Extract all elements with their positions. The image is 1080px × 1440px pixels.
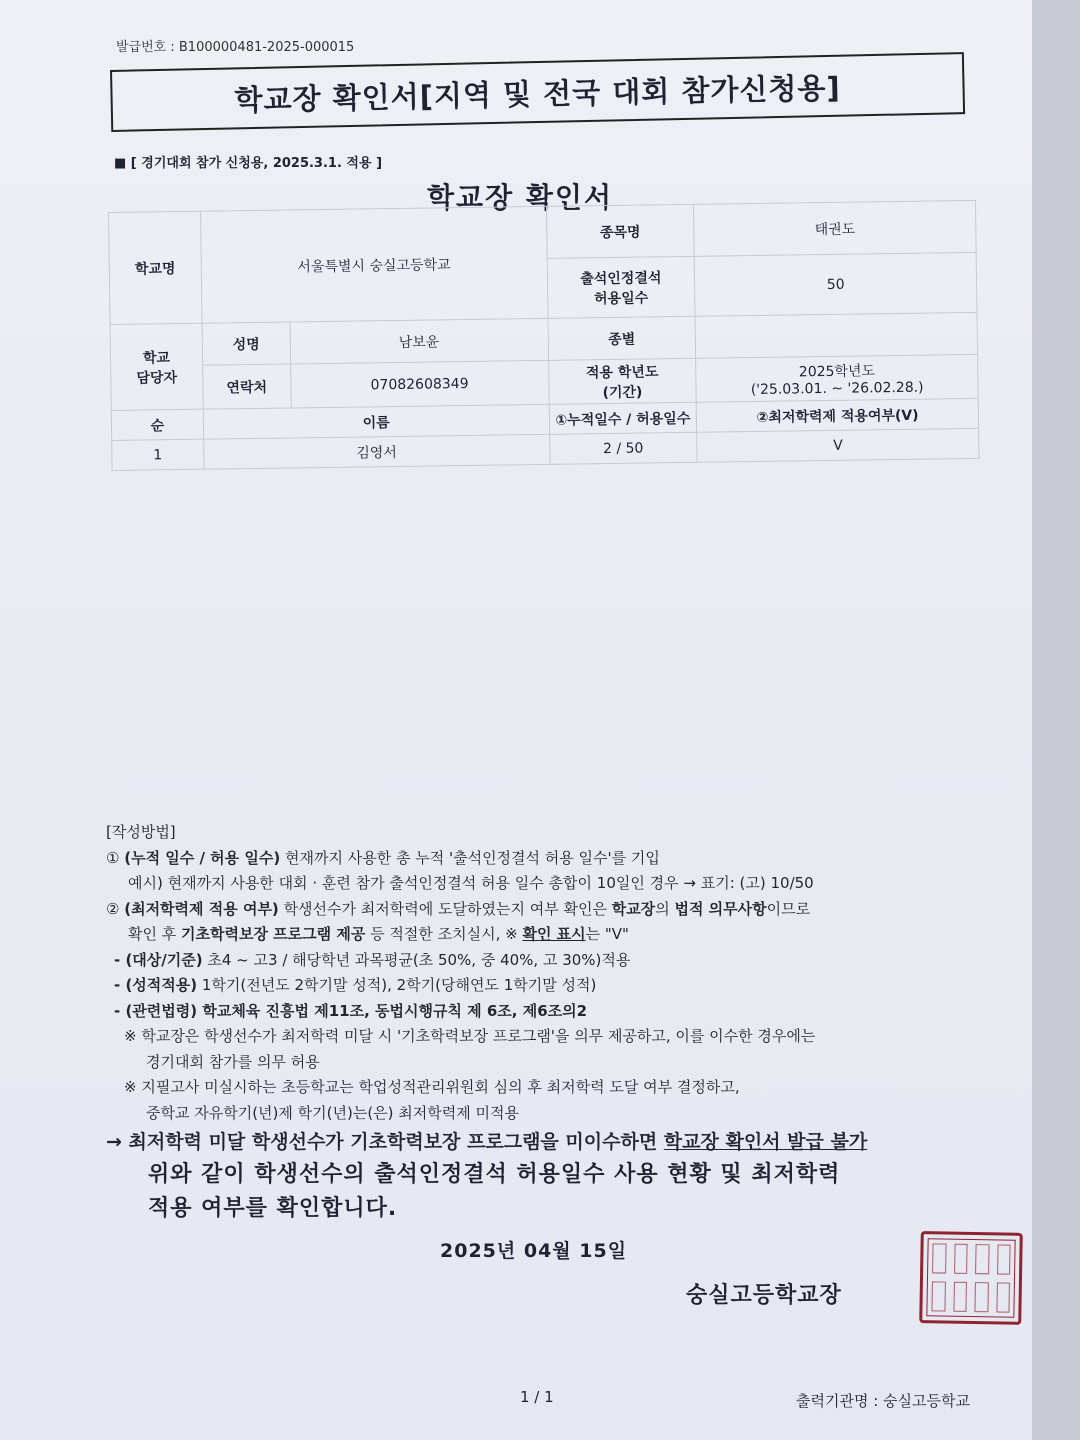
contact-value: 07082608349 (290, 360, 548, 408)
confirmation-statement (148, 1158, 840, 1226)
info-table (108, 200, 980, 471)
warning-line (106, 1130, 1006, 1156)
note-2-bold-b: 학교장 (611, 899, 656, 918)
note-2-bold-d: 법적 의무사항 (674, 899, 767, 918)
detail-3-text: - (관련법령) 학교체육 진흥법 제11조, 동법시행규칙 제 6조, 제6조의2 (114, 1001, 588, 1020)
seal-glyphs (926, 1238, 1015, 1318)
note-2-title: (최저학력제 적용 여부) (124, 899, 279, 918)
document-title: 학교장 확인서 (426, 181, 614, 214)
note-1-number: ① (106, 848, 125, 867)
student-name: 김영서 (204, 434, 550, 469)
confirmation-line2: 적용 여부를 확인합니다. (148, 1196, 398, 1221)
application-label: ■ [ 경기대회 참가 신청용, 2025.3.1. 적용 ] (114, 156, 383, 171)
student-min: V (697, 428, 979, 462)
note-1-title: (누적 일수 / 허용 일수) (124, 848, 281, 867)
note-2-line2-underline: 확인 표시 (522, 925, 586, 943)
allowed-days-value: 50 (694, 252, 977, 316)
confirmation-line1: 위와 같이 학생선수의 출석인정결석 허용일수 사용 현황 및 최저학력 (148, 1162, 841, 1187)
year-value-line2: ('25.03.01. ~ '26.02.28.) (750, 379, 924, 398)
event-value: 태권도 (694, 200, 976, 256)
event-label: 종목명 (546, 204, 695, 258)
note-1-example: 예시) 현재까지 사용한 대회 · 훈련 참가 출석인정결석 허용 일수 총합이 10일인 경우 → 표기: (고) 10/50 (128, 874, 814, 892)
detail-2 (106, 973, 1006, 999)
allowed-days-label (547, 256, 696, 318)
star-note-2-line1: ※ 지필고사 미실시하는 초등학교는 학업성적관리위원회 심의 후 최저학력 도달 여부 결정하고, (124, 1078, 740, 1096)
detail-1-text: 초4 ~ 고3 / 해당학년 과목평균(초 50%, 중 40%, 고 30%)적용 (202, 950, 631, 969)
school-label: 학교명 (109, 211, 202, 324)
note-2-line2-a: 확인 후 (128, 925, 182, 943)
official-seal (919, 1231, 1023, 1325)
star-note-2-line2: 중학교 자유학기(년)제 학기(년)는(은) 최저학력제 미적용 (146, 1103, 519, 1122)
printing-institution: 출력기관명 : 숭실고등학교 (796, 1392, 970, 1410)
student-no: 1 (112, 439, 204, 470)
detail-2-text: 1학기(전년도 2학기말 성적), 2학기(당해연도 1학기말 성적) (197, 976, 597, 994)
principal-signature: 숭실고등학교장 (686, 1283, 842, 1308)
allowed-days-label-line2: 허용일수 (593, 289, 649, 307)
note-2-line2-c: 등 적절한 조치실시, ※ (365, 925, 523, 943)
year-label-line2: (기간) (602, 384, 643, 401)
type-value (695, 312, 977, 358)
note-1 (106, 846, 1006, 872)
warning-underline: 학교장 확인서 발급 불가 (663, 1131, 868, 1153)
note-2-line2 (106, 922, 1006, 948)
note-2-line2-bold: 기초학력보장 프로그램 제공 (181, 925, 366, 943)
title-banner (110, 52, 965, 132)
student-no-header: 순 (111, 409, 203, 440)
school-value: 서울특별시 숭실고등학교 (200, 206, 547, 323)
detail-3 (106, 999, 1006, 1025)
instructions (106, 820, 1006, 1156)
type-label: 종별 (548, 316, 696, 360)
allowed-days-label-line1: 출석인정결석 (580, 269, 662, 287)
name-label: 성명 (202, 322, 290, 365)
student-days: 2 / 50 (549, 432, 697, 464)
detail-1 (106, 948, 1006, 974)
note-2-line2-e: 는 "V" (585, 925, 629, 943)
student-min-header: ②최저학력제 적용여부(V) (697, 398, 979, 432)
detail-2-title: - (성적적용) (114, 976, 198, 994)
page-number: 1 / 1 (520, 1388, 554, 1406)
note-2-text-c: 의 (655, 899, 675, 918)
name-value: 남보윤 (290, 318, 548, 364)
student-name-header: 이름 (203, 404, 549, 439)
year-label (548, 358, 696, 404)
year-label-line1: 적용 학년도 (585, 363, 659, 381)
background-surface (1032, 0, 1080, 1440)
banner-title: 학교장 확인서[지역 및 전국 대회 참가신청용] (234, 70, 842, 117)
star-note-1-line2: 경기대회 참가를 의무 허용 (146, 1052, 320, 1071)
note-2-text-a: 학생선수가 최저학력에 도달하였는지 여부 확인은 (278, 899, 612, 918)
note-2-number: ② (106, 899, 125, 918)
year-value-line1: 2025학년도 (798, 362, 876, 380)
issue-date: 2025년 04월 15일 (440, 1240, 628, 1262)
manager-label-line2: 담당자 (136, 369, 178, 387)
manager-label (110, 323, 203, 410)
instructions-heading: [작성방법] (106, 823, 176, 841)
star-note-1-line1: ※ 학교장은 학생선수가 최저학력 미달 시 '기초학력보장 프로그램'을 의무 제공하고, 이를 이수한 경우에는 (124, 1027, 816, 1045)
contact-label: 연락처 (203, 364, 291, 409)
warning-text: → 최저학력 미달 학생선수가 기초학력보장 프로그램을 미이수하면 (106, 1131, 664, 1153)
detail-1-title: - (대상/기준) (114, 950, 203, 969)
note-2 (106, 897, 1006, 923)
issue-number: 발급번호 : B100000481-2025-000015 (116, 40, 355, 55)
note-2-text-e: 이므로 (766, 899, 811, 918)
manager-label-line1: 학교 (142, 349, 171, 367)
note-1-text: 현재까지 사용한 총 누적 '출석인정결석 허용 일수'를 기입 (280, 848, 660, 867)
student-days-header: ①누적일수 / 허용일수 (549, 402, 697, 434)
year-value (696, 354, 978, 402)
